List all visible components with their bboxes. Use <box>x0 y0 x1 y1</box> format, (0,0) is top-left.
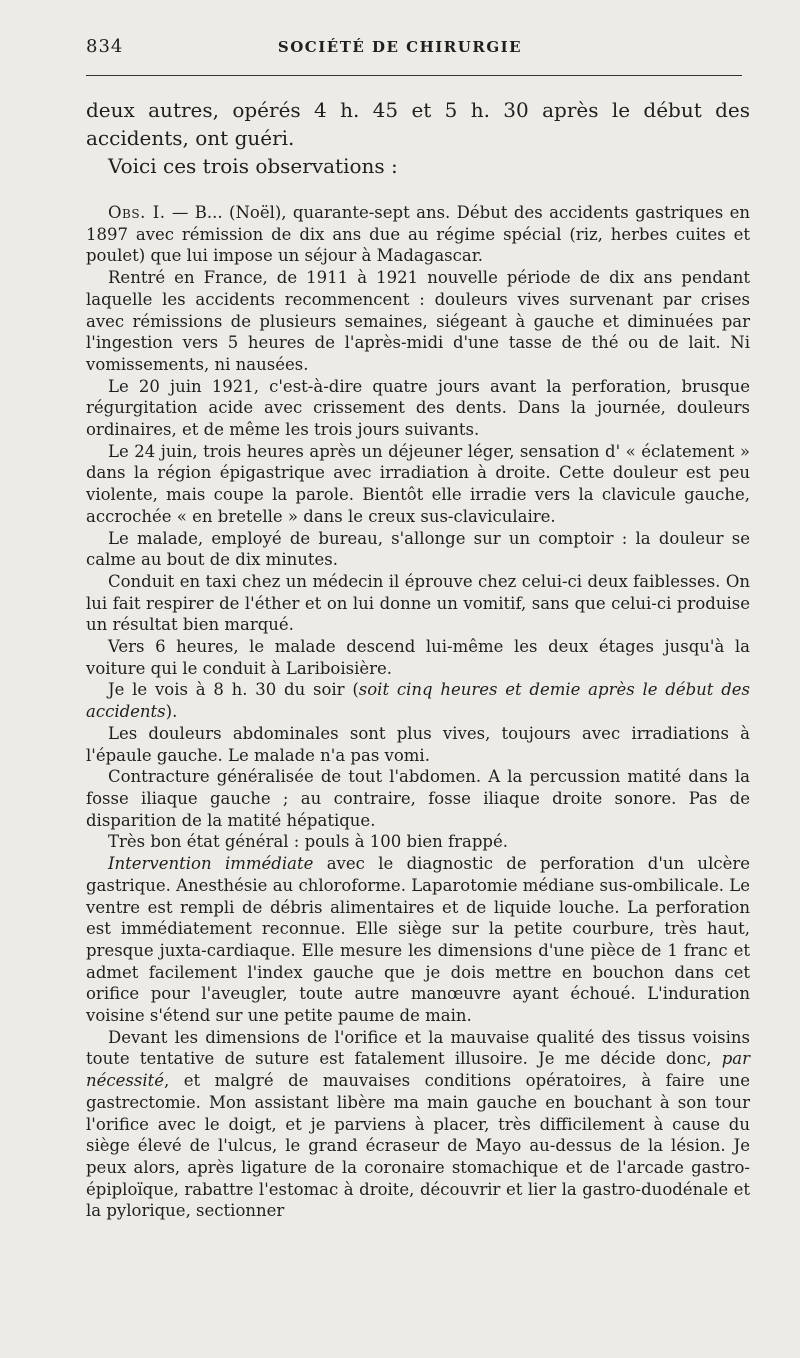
paragraph <box>86 853 750 1027</box>
paragraph: Contracture généralisée de tout l'abdomen. A la percussion matité dans la fosse iliaque gauche ; au contraire, fosse iliaque droite sonore. Pas de disparition de la matité hépatique. <box>86 767 750 830</box>
paragraph: Les douleurs abdominales sont plus vives, toujours avec irradiations à l'épaule gauche. Le malade n'a pas vomi. <box>86 723 750 765</box>
paragraph: Très bon état général : pouls à 100 bien frappé. <box>108 832 508 852</box>
paragraph-text: avec le diagnostic de perforation d'un ulcère gastrique. Anesthésie au chloroforme. Laparotomie médiane sus-ombilicale. Le ventre est rempli de débris alimentaires et de liquide louche. La perforation est immédiatement reconnue. Elle siège sur la petite courbure, très haut, presque juxta-cardiaque. Elle mesure les dimensions d'une pièce de 1 franc et admet facilement l'index gauche que je dois mettre en bouchon dans cet orifice pour l'aveugler, toute autre manœuvre ayant échoué. L'induration voisine s'étend sur une petite paume de main. <box>86 854 750 1026</box>
paragraph-text: ). <box>165 702 178 722</box>
paragraph: Le 20 juin 1921, c'est-à-dire quatre jours avant la perforation, brusque régurgitation acide avec crissement des dents. Dans la journée, douleurs ordinaires, et de même les trois jours suivants. <box>86 376 750 440</box>
paragraph-text: Devant les dimensions de l'orifice et la mauvaise qualité des tissus voisins toute tentative de suture est fatalement illusoire. Je me décide donc, <box>86 1027 750 1069</box>
paragraph <box>86 679 750 722</box>
observation-label: Obs. I. <box>108 203 166 222</box>
italic-text: par nécessité <box>86 1049 750 1091</box>
paragraph-text: Je le vois à 8 h. 30 du soir ( <box>108 680 359 700</box>
observation-text <box>86 202 750 1222</box>
running-head: SOCIÉTÉ DE CHIRURGIE <box>277 38 523 56</box>
paragraph: Vers 6 heures, le malade descend lui-même les deux étages jusqu'à la voiture qui le conduit à Lariboisière. <box>86 637 750 678</box>
italic-text: Intervention immédiate <box>108 854 314 874</box>
paragraph: Conduit en taxi chez un médecin il éprouve chez celui-ci deux faiblesses. On lui fait respirer de l'éther et on lui donne un vomitif, sans que celui-ci produise un résultat bien marqué. <box>86 571 750 635</box>
intro-paragraph: deux autres, opérés 4 h. 45 et 5 h. 30 après le début des accidents, ont guéri. <box>86 98 750 150</box>
paragraph <box>86 202 750 267</box>
paragraph-text: — B... (Noël), quarante-sept ans. Début des accidents gastriques en 1897 avec rémission de dix ans due au régime spécial (riz, herbes cuites et poulet) que lui impose un séjour à Madagascar. <box>86 203 750 266</box>
paragraph: Rentré en France, de 1911 à 1921 nouvelle période de dix ans pendant laquelle les accidents recommencent : douleurs vives survenant par crises avec rémissions de plusieurs semaines, siégeant à gauche et diminuées par l'ingestion vers 5 heures de l'après-midi d'une tasse de thé ou de lait. Ni vomissements, ni nausées. <box>86 268 750 374</box>
intro-paragraph: Voici ces trois observations : <box>108 154 398 178</box>
paragraph: Le malade, employé de bureau, s'allonge sur un comptoir : la douleur se calme au bout de dix minutes. <box>86 528 750 570</box>
paragraph <box>86 1027 750 1222</box>
header-rule <box>86 75 742 76</box>
paragraph-text: , et malgré de mauvaises conditions opératoires, à faire une gastrectomie. Mon assistant libère ma main gauche en bouchant à son tour l'orifice avec le doigt, et je parviens à placer, très difficilement à cause du siège élevé de l'ulcus, le grand écraseur de Mayo au-dessus de la lésion. Je peux alors, après ligature de la coronaire stomachique et de l'arcade gastro-épiploïque, rabattre l'estomac à droite, découvrir et lier la gastro-duodénale et la pylorique, sectionner <box>86 1071 750 1221</box>
italic-text: soit cinq heures et demie après le début des accidents <box>86 680 750 722</box>
page-number: 834 <box>86 36 124 57</box>
paragraph: Le 24 juin, trois heures après un déjeuner léger, sensation d' « éclatement » dans la région épigastrique avec irradiation à droite. Cette douleur est peu violente, mais coupe la parole. Bientôt elle irradie vers la clavicule gauche, accrochée « en bretelle » dans le creux sus-claviculaire. <box>86 441 750 526</box>
intro-text <box>86 96 750 180</box>
